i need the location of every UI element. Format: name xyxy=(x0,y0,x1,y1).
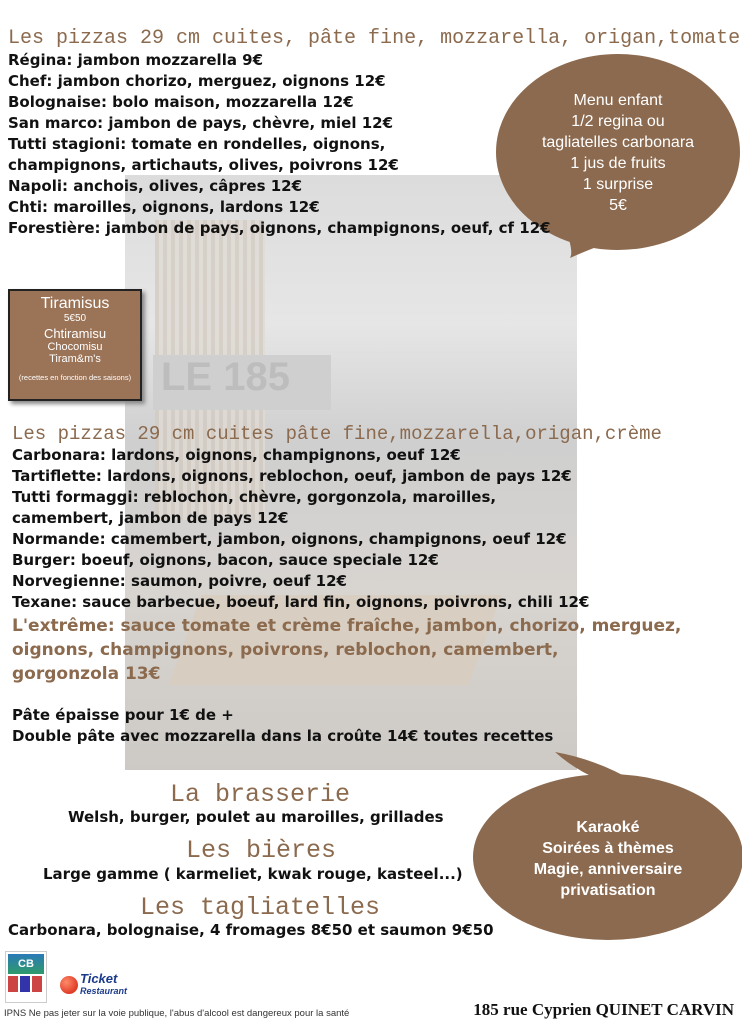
tagliatelles-text: Carbonara, bolognaise, 4 fromages 8€50 et saumon 9€50 xyxy=(8,921,494,939)
special-pizza-line: oignons, champignons, poivrons, reblochon, camembert, xyxy=(12,640,559,660)
tiramisu-note: (recettes en fonction des saisons) xyxy=(18,373,132,382)
event-line: Soirées à thèmes xyxy=(542,840,674,857)
pizza-line: Napoli: anchois, olives, câpres 12€ xyxy=(8,177,303,195)
ticket-text: Ticket xyxy=(80,971,118,986)
event-line: Magie, anniversaire xyxy=(533,861,683,878)
event-line: privatisation xyxy=(560,882,656,899)
tiramisu-item: Chtiramisu xyxy=(43,326,107,341)
tiramisu-price: 5€50 xyxy=(63,313,87,324)
extra-line: Double pâte avec mozzarella dans la croûte 14€ toutes recettes xyxy=(12,727,554,745)
tiramisu-item: Chocomisu xyxy=(47,341,103,353)
tiramisu-title: Tiramisus xyxy=(40,295,110,312)
tiramisu-item: Tiram&m's xyxy=(49,353,101,365)
address: 185 rue Cyprien QUINET CARVIN xyxy=(473,1000,734,1019)
pizza-line: Tutti formaggi: reblochon, chèvre, gorgonzola, maroilles, xyxy=(12,488,497,506)
event-line: Karaoké xyxy=(576,819,640,836)
menu-enfant-line: 1/2 regina ou xyxy=(571,113,665,130)
menu-enfant-line: 1 surprise xyxy=(582,176,654,193)
cb-logo-text: CB xyxy=(8,954,44,974)
menu-enfant-line: tagliatelles carbonara xyxy=(541,134,695,151)
restaurant-text: Restaurant xyxy=(80,986,128,996)
pizza-line: Norvegienne: saumon, poivre, oeuf 12€ xyxy=(12,572,347,590)
section1-title: Les pizzas 29 cm cuites, pâte fine, mozzarella, origan,tomate xyxy=(8,27,741,50)
legal-notice: IPNS Ne pas jeter sur la voie publique, l'abus d'alcool est dangereux pour la santé xyxy=(4,1008,350,1019)
menu-enfant-line: 5€ xyxy=(609,197,627,214)
tagliatelles-title: Les tagliatelles xyxy=(140,893,381,922)
bieres-title: Les bières xyxy=(186,836,337,865)
menu-enfant-line: Menu enfant xyxy=(573,92,663,109)
pizza-line: Bolognaise: bolo maison, mozzarella 12€ xyxy=(8,93,354,111)
pizza-line: camembert, jambon de pays 12€ xyxy=(12,509,289,527)
pizza-line: Tartiflette: lardons, oignons, reblochon, oeuf, jambon de pays 12€ xyxy=(12,467,572,485)
pizza-line: Tutti stagioni: tomate en rondelles, oignons, xyxy=(8,135,386,153)
pizza-line: Normande: camembert, jambon, oignons, champignons, oeuf 12€ xyxy=(12,530,567,548)
pizza-line: San marco: jambon de pays, chèvre, miel 12€ xyxy=(8,114,394,132)
section2-title: Les pizzas 29 cm cuites pâte fine,mozzarella,origan,crème xyxy=(12,423,662,445)
pizza-line: Régina: jambon mozzarella 9€ xyxy=(8,51,264,69)
card-brands-icon xyxy=(8,976,44,992)
events-bubble xyxy=(508,817,708,901)
menu-enfant-line: 1 jus de fruits xyxy=(570,155,666,172)
cb-card-logo xyxy=(5,951,47,1003)
menu-enfant-bubble xyxy=(510,90,726,216)
pizza-line: Burger: boeuf, oignons, bacon, sauce speciale 12€ xyxy=(12,551,439,569)
pizza-line: Chti: maroilles, oignons, lardons 12€ xyxy=(8,198,320,216)
special-pizza-line: L'extrême: sauce tomate et crème fraîche, jambon, chorizo, merguez, xyxy=(12,616,682,636)
pizza-line: champignons, artichauts, olives, poivrons 12€ xyxy=(8,156,399,174)
brasserie-text: Welsh, burger, poulet au maroilles, grillades xyxy=(68,808,444,826)
pizza-line: Texane: sauce barbecue, boeuf, lard fin, oignons, poivrons, chili 12€ xyxy=(12,593,590,611)
photo-sign: LE 185 xyxy=(153,355,331,410)
bieres-text: Large gamme ( karmeliet, kwak rouge, kasteel...) xyxy=(43,865,463,883)
tiramisu-box xyxy=(8,289,142,401)
pizza-line: Chef: jambon chorizo, merguez, oignons 12€ xyxy=(8,72,386,90)
pizza-line: Carbonara: lardons, oignons, champignons, oeuf 12€ xyxy=(12,446,461,464)
extra-line: Pâte épaisse pour 1€ de + xyxy=(12,706,234,724)
ticket-restaurant-logo xyxy=(80,973,127,997)
ticket-restaurant-ball-icon xyxy=(60,976,78,994)
brasserie-title: La brasserie xyxy=(170,780,351,809)
pizza-line: Forestière: jambon de pays, oignons, champignons, oeuf, cf 12€ xyxy=(8,219,551,237)
special-pizza-line: gorgonzola 13€ xyxy=(12,664,161,684)
